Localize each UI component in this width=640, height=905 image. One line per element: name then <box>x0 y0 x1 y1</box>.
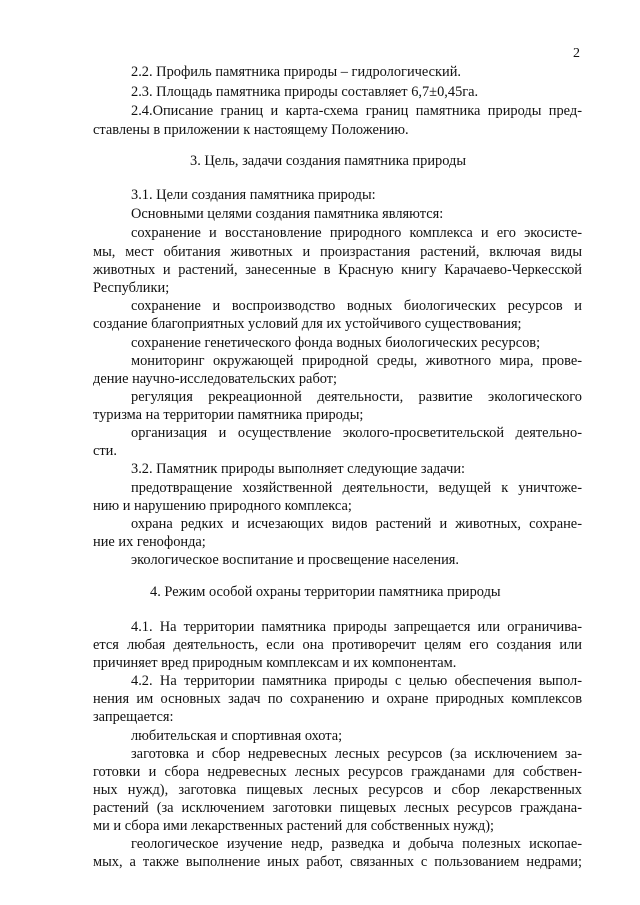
text-line: организация и осуществление эколого-просветительской деятельно- <box>131 425 582 441</box>
text-line: 4.2. На территории памятника природы с целью обеспечения выпол- <box>131 673 582 689</box>
text-line: 3.2. Памятник природы выполняет следующие задачи: <box>131 461 466 477</box>
text-line: геологическое изучение недр, разведка и добыча полезных ископае- <box>131 836 582 852</box>
section-heading: 4. Режим особой охраны территории памятника природы <box>150 584 501 600</box>
text-line: запрещается: <box>93 709 174 725</box>
text-line: сохранение и восстановление природного комплекса и его экосисте- <box>131 225 582 241</box>
text-line: Республики; <box>93 280 170 296</box>
text-line: мых, а также выполнение иных работ, связанных с пользованием недрами; <box>93 854 582 870</box>
text-line: ми и сбора ими лекарственных растений для собственных нужд); <box>93 818 495 834</box>
text-line: туризма на территории памятника природы; <box>93 407 364 423</box>
text-line: дение научно-исследовательских работ; <box>93 371 338 387</box>
text-line: предотвращение хозяйственной деятельности, ведущей к уничтоже- <box>131 480 582 496</box>
text-line: мы, мест обитания животных и произрастания растений, включая виды <box>93 244 582 260</box>
text-line: сохранение и воспроизводство водных биологических ресурсов и <box>131 298 582 314</box>
text-line: животных и растений, занесенные в Красную книгу Карачаево-Черкесской <box>93 262 582 278</box>
text-line: 4.1. На территории памятника природы запрещается или ограничива- <box>131 619 582 635</box>
text-line: 2.3. Площадь памятника природы составляет 6,7±0,45га. <box>131 84 479 100</box>
text-line: экологическое воспитание и просвещение населения. <box>131 552 460 568</box>
text-line: ных нужд), заготовка пищевых лесных ресурсов и сбор лекарственных <box>93 782 582 798</box>
text-line: мониторинг окружающей природной среды, животного мира, прове- <box>131 353 582 369</box>
page-number: 2 <box>573 46 580 61</box>
section-heading: 3. Цель, задачи создания памятника природы <box>190 153 467 169</box>
text-line: создание благоприятных условий для их устойчивого существования; <box>93 316 522 332</box>
text-line: причиняет вред природным комплексам и их компонентам. <box>93 655 457 671</box>
text-line: ставлены в приложении к настоящему Положению. <box>93 122 409 138</box>
text-line: ние их генофонда; <box>93 534 206 550</box>
text-line: сти. <box>93 443 117 459</box>
text-line: нения им основных задач по сохранению и охране природных комплексов <box>93 691 582 707</box>
text-line: сохранение генетического фонда водных биологических ресурсов; <box>131 335 541 351</box>
text-line: заготовка и сбор недревесных лесных ресурсов (за исключением за- <box>131 746 582 762</box>
text-line: растений (за исключением заготовки пищевых лесных ресурсов граждана- <box>93 800 582 816</box>
text-line: нию и нарушению природного комплекса; <box>93 498 352 514</box>
text-line: ется любая деятельность, если она противоречит целям его создания или <box>93 637 582 653</box>
text-line: Основными целями создания памятника являются: <box>131 206 444 222</box>
text-line: 2.4.Описание границ и карта-схема границ памятника природы пред- <box>131 103 582 119</box>
text-line: охрана редких и исчезающих видов растений и животных, сохране- <box>131 516 582 532</box>
text-line: 2.2. Профиль памятника природы – гидрологический. <box>131 64 462 80</box>
text-line: регуляция рекреационной деятельности, развитие экологического <box>131 389 582 405</box>
text-line: любительская и спортивная охота; <box>131 728 343 744</box>
text-line: 3.1. Цели создания памятника природы: <box>131 187 376 203</box>
text-line: готовки и сбора недревесных лесных ресурсов гражданами для собствен- <box>93 764 582 780</box>
